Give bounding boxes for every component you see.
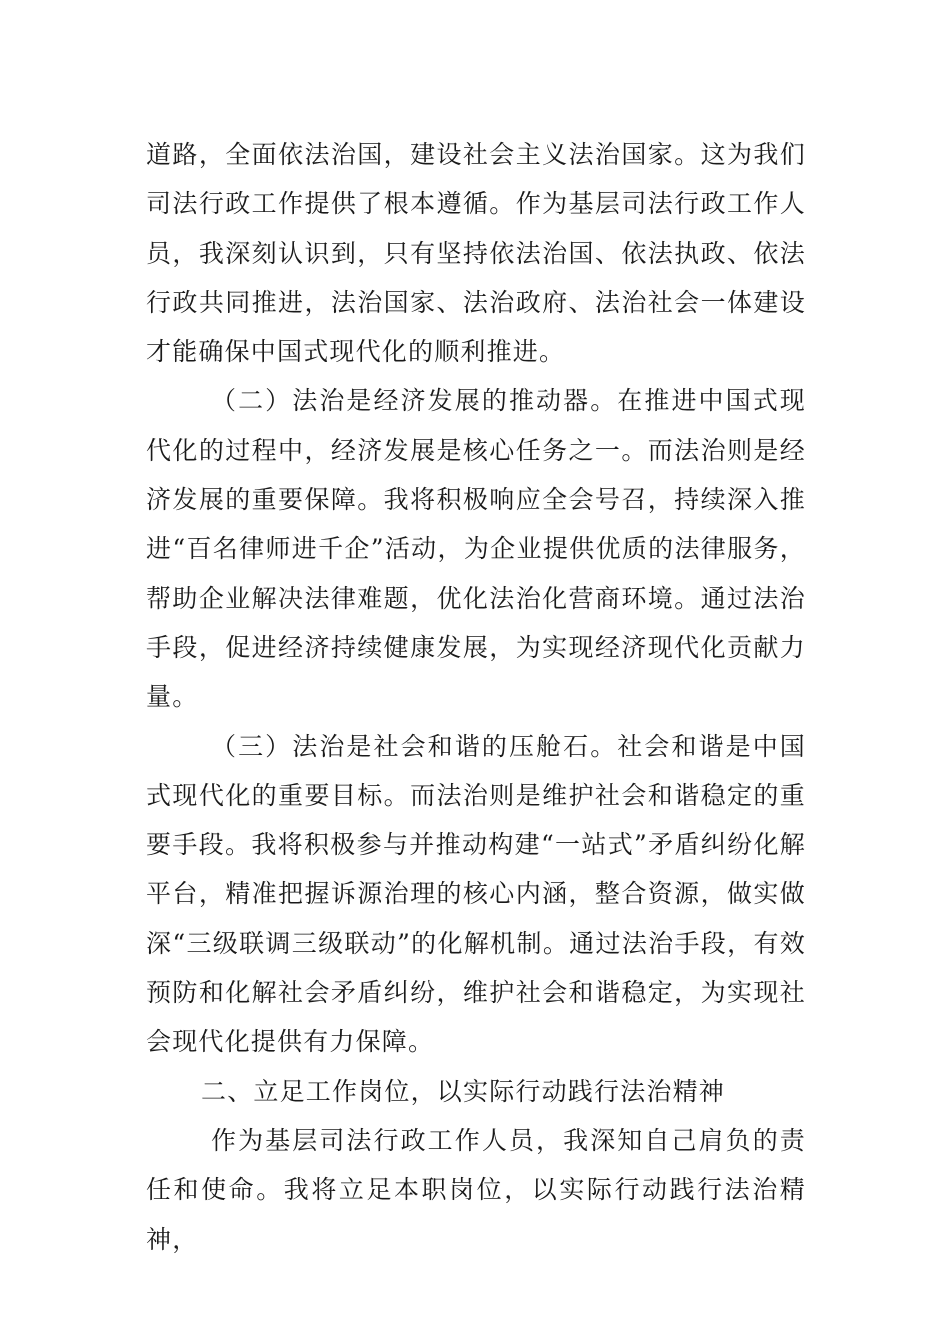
section-heading: 二、立足工作岗位，以实际行动践行法治精神 bbox=[201, 1076, 726, 1106]
paragraph-social-harmony: （三）法治是社会和谐的压舱石。社会和谐是中国式现代化的重要目标。而法治则是维护社会和谐稳定的重要手段。我将积极参与并推动构建“一站式”矛盾纠纷化解平台，精准把握诉源治理的核心内涵，整合资源，做实做深“三级联调三级联动”的化解机制。通过法治手段，有效预防和化解社会矛盾纠纷，维护社会和谐稳定，为实现社会现代化提供有力保障。 bbox=[146, 731, 806, 1057]
paragraph-continuation: 道路，全面依法治国，建设社会主义法治国家。这为我们司法行政工作提供了根本遵循。作为基层司法行政工作人员，我深刻认识到，只有坚持依法治国、依法执政、依法行政共同推进，法治国家、法治政府、法治社会一体建设才能确保中国式现代化的顺利推进。 bbox=[146, 140, 806, 367]
paragraph-economy: （二）法治是经济发展的推动器。在推进中国式现代化的过程中，经济发展是核心任务之一。而法治则是经济发展的重要保障。我将积极响应全会号召，持续深入推进“百名律师进千企”活动，为企业提供优质的法律服务，帮助企业解决法律难题，优化法治化营商环境。通过法治手段，促进经济持续健康发展，为实现经济现代化贡献力量。 bbox=[146, 386, 806, 712]
document-body bbox=[146, 130, 806, 1264]
paragraph-responsibility: 作为基层司法行政工作人员，我深知自己肩负的责任和使命。我将立足本职岗位，以实际行动践行法治精神， bbox=[146, 1125, 806, 1254]
